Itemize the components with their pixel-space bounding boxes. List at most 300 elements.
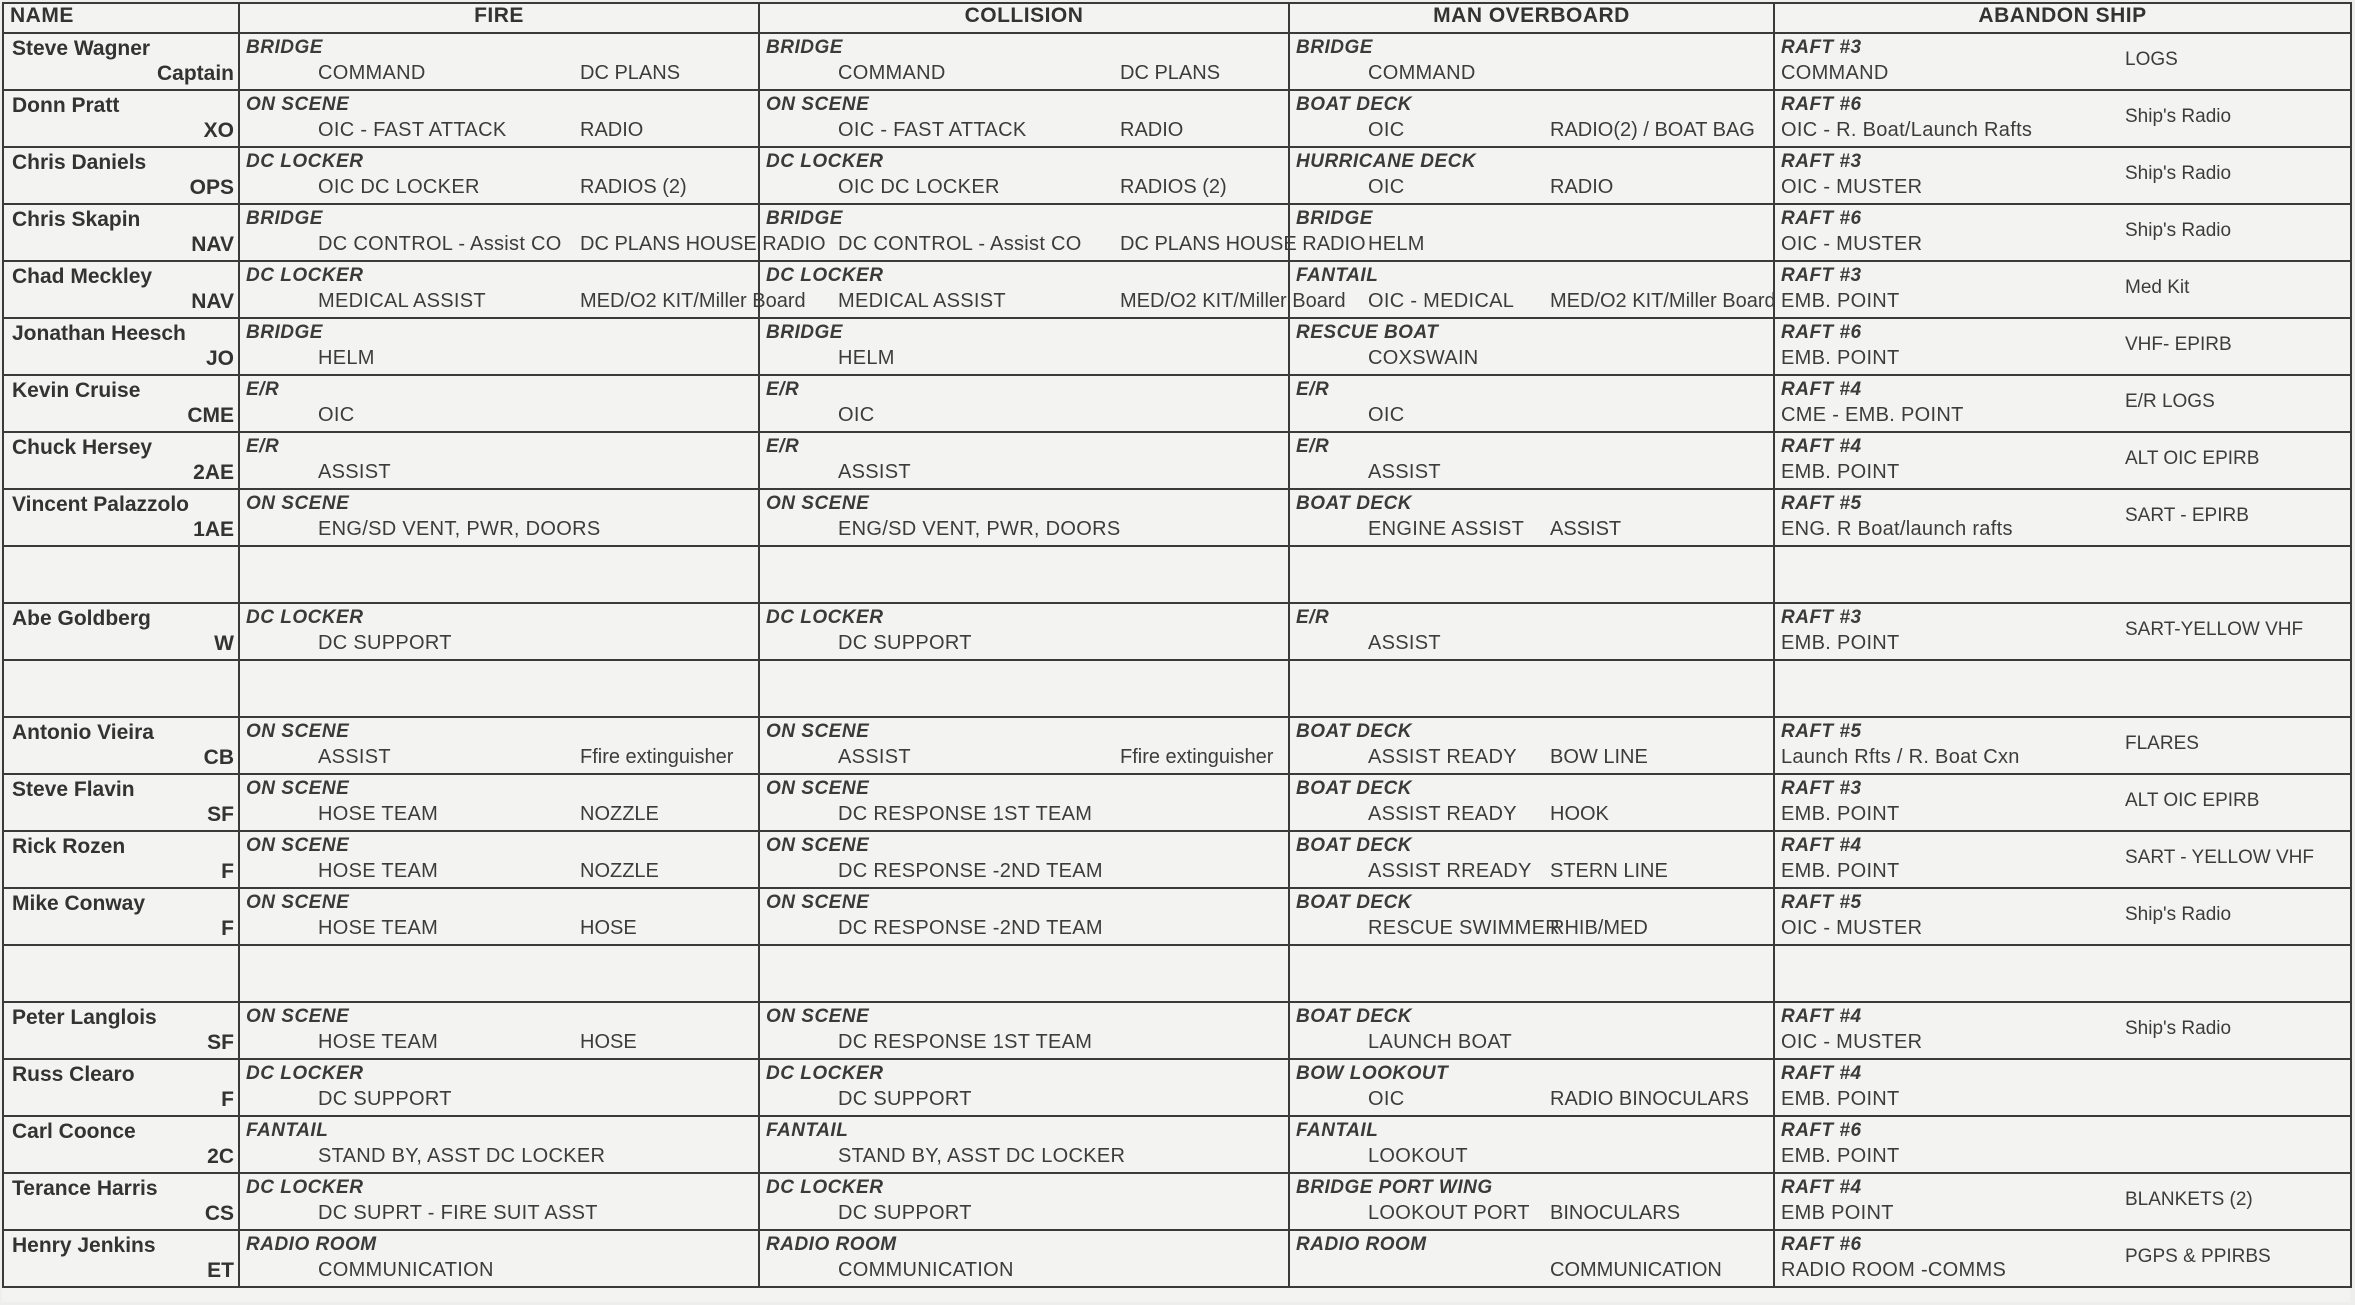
station-location: RAFT #3 (1781, 778, 1862, 799)
station-location: ON SCENE (246, 94, 350, 115)
station-location: ON SCENE (246, 778, 350, 799)
station-location: RAFT #4 (1781, 436, 1862, 457)
station-equipment: RADIO BINOCULARS (1550, 1088, 1749, 1110)
station-location: FANTAIL (1296, 265, 1379, 286)
station-duty: ASSIST (838, 746, 911, 768)
station-duty: ASSIST (1368, 461, 1441, 483)
blank-row (3, 660, 2351, 717)
person-rank: ET (207, 1259, 234, 1282)
table-row (3, 147, 2351, 204)
station-duty: ASSIST READY (1368, 746, 1517, 768)
station-location: RADIO ROOM (246, 1234, 377, 1255)
fire-cell (239, 660, 759, 717)
station-equipment: DC PLANS HOUSE RADIO (1120, 233, 1366, 255)
person-rank: SF (207, 1031, 234, 1054)
station-duty: HOSE TEAM (318, 803, 439, 825)
name-cell (3, 774, 239, 831)
person-rank: JO (205, 347, 234, 370)
collision-cell (759, 318, 1289, 375)
collision-cell (759, 90, 1289, 147)
station-equipment: Ship's Radio (2125, 163, 2232, 184)
man-overboard-cell (1289, 204, 1774, 261)
station-duty: OIC (1368, 176, 1405, 198)
name-cell (3, 261, 239, 318)
blank-row (3, 546, 2351, 603)
fire-cell (239, 90, 759, 147)
station-location: RAFT #4 (1781, 1063, 1862, 1084)
station-location: ON SCENE (766, 721, 870, 742)
station-equipment: ASSIST (1550, 518, 1622, 540)
station-location: RAFT #4 (1781, 1006, 1862, 1027)
station-duty: ASSIST READY (1368, 803, 1517, 825)
man-overboard-cell (1289, 1002, 1774, 1059)
person-rank: OPS (189, 176, 234, 199)
table-row (3, 717, 2351, 774)
abandon-ship-cell (1774, 489, 2351, 546)
man-overboard-cell (1289, 432, 1774, 489)
station-duty: DC RESPONSE 1ST TEAM (838, 1031, 1093, 1053)
station-duty: STAND BY, ASST DC LOCKER (838, 1145, 1126, 1167)
table-row (3, 261, 2351, 318)
person-name: Donn Pratt (12, 94, 120, 117)
station-location: BRIDGE (766, 322, 843, 343)
person-name: Rick Rozen (12, 835, 126, 858)
man-overboard-cell (1289, 831, 1774, 888)
table-row (3, 432, 2351, 489)
man-overboard-cell (1289, 1116, 1774, 1173)
fire-cell (239, 717, 759, 774)
name-cell (3, 717, 239, 774)
station-duty: OIC (1368, 1088, 1405, 1110)
station-duty: COMMAND (838, 62, 946, 84)
header-row (3, 3, 2351, 33)
station-equipment: PGPS & PPIRBS (2125, 1246, 2271, 1267)
station-location: ON SCENE (246, 892, 350, 913)
collision-cell (759, 774, 1289, 831)
station-duty: HOSE TEAM (318, 917, 439, 939)
name-cell (3, 945, 239, 1002)
station-equipment: BINOCULARS (1550, 1202, 1681, 1224)
person-rank: CME (187, 404, 234, 427)
station-equipment: Ffire extinguisher (1120, 746, 1274, 768)
table-row (3, 90, 2351, 147)
person-name: Terance Harris (12, 1177, 158, 1200)
person-rank: F (221, 860, 234, 883)
station-duty: DC SUPPORT (318, 632, 452, 654)
station-location: BOAT DECK (1296, 778, 1413, 799)
station-equipment: MED/O2 KIT/Miller Board (1550, 290, 1776, 312)
person-rank: SF (207, 803, 234, 826)
name-cell (3, 1173, 239, 1230)
fire-cell (239, 204, 826, 261)
station-location: RAFT #6 (1781, 1120, 1862, 1141)
table-row (3, 1002, 2351, 1059)
station-duty: OIC (318, 404, 355, 426)
station-equipment: HOSE (580, 917, 637, 939)
station-location: BOAT DECK (1296, 493, 1413, 514)
station-equipment: STERN LINE (1550, 860, 1668, 882)
station-location: ON SCENE (766, 892, 870, 913)
header-collision: COLLISION (759, 3, 1289, 33)
station-equipment: LOGS (2125, 49, 2178, 70)
person-rank: Captain (156, 62, 234, 85)
station-equipment: SART-YELLOW VHF (2125, 619, 2304, 640)
station-equipment: DC PLANS (580, 62, 681, 84)
abandon-ship-cell (1774, 717, 2351, 774)
station-duty: HOSE TEAM (318, 1031, 439, 1053)
station-location: HURRICANE DECK (1296, 151, 1477, 172)
fire-cell (239, 1002, 759, 1059)
station-equipment: NOZZLE (580, 860, 659, 882)
collision-cell (759, 1173, 1289, 1230)
station-location: DC LOCKER (246, 607, 364, 628)
station-equipment: VHF- EPIRB (2125, 334, 2232, 355)
station-location: DC LOCKER (766, 1177, 884, 1198)
abandon-ship-cell (1774, 945, 2351, 1002)
station-duty: EMB. POINT (1781, 347, 1900, 369)
collision-cell (759, 204, 1366, 261)
name-cell (3, 375, 239, 432)
abandon-ship-cell (1774, 660, 2351, 717)
fire-cell (239, 33, 759, 90)
station-duty: LOOKOUT PORT (1368, 1202, 1530, 1224)
person-name: Chris Daniels (12, 151, 147, 174)
station-duty: MEDICAL ASSIST (838, 290, 1006, 312)
person-name: Carl Coonce (12, 1120, 136, 1143)
station-duty: OIC DC LOCKER (838, 176, 1000, 198)
name-cell (3, 33, 239, 90)
collision-cell (759, 33, 1289, 90)
station-duty: ENGINE ASSIST (1368, 518, 1525, 540)
station-duty: HELM (838, 347, 895, 369)
man-overboard-cell (1289, 603, 1774, 660)
station-location: RAFT #3 (1781, 265, 1862, 286)
station-location: FANTAIL (246, 1120, 329, 1141)
person-name: Vincent Palazzolo (12, 493, 189, 516)
station-location: BOAT DECK (1296, 892, 1413, 913)
station-location: RAFT #6 (1781, 1234, 1862, 1255)
station-location: BRIDGE (766, 37, 843, 58)
collision-cell (759, 660, 1289, 717)
station-duty: EMB. POINT (1781, 461, 1900, 483)
station-location: BOAT DECK (1296, 1006, 1413, 1027)
station-equipment: MED/O2 KIT/Miller Board (580, 290, 806, 312)
collision-cell (759, 147, 1289, 204)
header-abandon-ship: ABANDON SHIP (1774, 3, 2351, 33)
header-name: NAME (3, 3, 239, 33)
man-overboard-cell (1289, 318, 1774, 375)
station-duty: ASSIST RREADY (1368, 860, 1532, 882)
name-cell (3, 204, 239, 261)
station-location: ON SCENE (766, 1006, 870, 1027)
person-rank: 2AE (193, 461, 234, 484)
station-duty: DC RESPONSE -2ND TEAM (838, 860, 1103, 882)
station-location: ON SCENE (246, 835, 350, 856)
person-rank: F (221, 1088, 234, 1111)
abandon-ship-cell (1774, 1230, 2351, 1287)
header-fire: FIRE (239, 3, 759, 33)
station-duty: DC SUPPORT (838, 1088, 972, 1110)
station-duty: EMB POINT (1781, 1202, 1894, 1224)
station-location: ON SCENE (766, 493, 870, 514)
fire-cell (239, 147, 759, 204)
station-location: RAFT #6 (1781, 94, 1862, 115)
fire-cell (239, 1230, 759, 1287)
person-name: Steve Wagner (12, 37, 151, 60)
abandon-ship-cell (1774, 432, 2351, 489)
man-overboard-cell (1289, 33, 1774, 90)
station-duty: EMB. POINT (1781, 632, 1900, 654)
abandon-ship-cell (1774, 1002, 2351, 1059)
station-equipment: DC PLANS (1120, 62, 1221, 84)
station-duty: RADIO ROOM -COMMS (1781, 1259, 2007, 1281)
collision-cell (759, 432, 1289, 489)
table-row (3, 831, 2351, 888)
abandon-ship-cell (1774, 546, 2351, 603)
person-name: Abe Goldberg (12, 607, 151, 630)
fire-cell (239, 546, 759, 603)
person-name: Russ Clearo (12, 1063, 135, 1086)
station-equipment: SART - YELLOW VHF (2125, 847, 2314, 868)
name-cell (3, 603, 239, 660)
table-row (3, 1230, 2351, 1287)
name-cell (3, 90, 239, 147)
station-duty: OIC - MUSTER (1781, 176, 1923, 198)
abandon-ship-cell (1774, 1059, 2351, 1116)
station-location: FANTAIL (766, 1120, 849, 1141)
person-name: Chris Skapin (12, 208, 141, 231)
station-duty: LOOKOUT (1368, 1145, 1468, 1167)
name-cell (3, 831, 239, 888)
station-duty: MEDICAL ASSIST (318, 290, 486, 312)
collision-cell (759, 1116, 1289, 1173)
man-overboard-cell (1289, 1173, 1774, 1230)
collision-cell (759, 1230, 1289, 1287)
station-location: DC LOCKER (246, 151, 364, 172)
fire-cell (239, 432, 759, 489)
station-location: ON SCENE (766, 94, 870, 115)
station-duty: ASSIST (318, 461, 391, 483)
station-bill-table (2, 2, 2352, 1288)
abandon-ship-cell (1774, 888, 2351, 945)
station-duty: COXSWAIN (1368, 347, 1479, 369)
station-location: BOAT DECK (1296, 721, 1413, 742)
person-rank: W (214, 632, 234, 655)
man-overboard-cell (1289, 888, 1774, 945)
person-name: Kevin Cruise (12, 379, 141, 402)
station-location: RAFT #3 (1781, 151, 1862, 172)
table-row (3, 603, 2351, 660)
man-overboard-cell (1289, 375, 1774, 432)
abandon-ship-cell (1774, 204, 2351, 261)
collision-cell (759, 831, 1289, 888)
station-duty: LAUNCH BOAT (1368, 1031, 1513, 1053)
station-duty: OIC - MUSTER (1781, 917, 1923, 939)
collision-cell (759, 1002, 1289, 1059)
abandon-ship-cell (1774, 375, 2351, 432)
station-equipment: ALT OIC EPIRB (2125, 790, 2260, 811)
man-overboard-cell (1289, 717, 1774, 774)
station-equipment: Ship's Radio (2125, 220, 2232, 241)
person-name: Chuck Hersey (12, 436, 153, 459)
blank-row (3, 945, 2351, 1002)
name-cell (3, 546, 239, 603)
station-duty: ASSIST (838, 461, 911, 483)
table-row (3, 1173, 2351, 1230)
collision-cell (759, 945, 1289, 1002)
station-equipment: RADIO(2) / BOAT BAG (1550, 119, 1755, 141)
fire-cell (239, 1173, 759, 1230)
station-location: E/R (766, 436, 800, 457)
person-name: Steve Flavin (12, 778, 135, 801)
abandon-ship-cell (1774, 831, 2351, 888)
station-location: RAFT #4 (1781, 379, 1862, 400)
station-duty: ENG/SD VENT, PWR, DOORS (318, 518, 601, 540)
person-rank: NAV (191, 290, 234, 313)
station-duty: OIC (1368, 404, 1405, 426)
man-overboard-cell (1289, 147, 1774, 204)
station-equipment: RADIO (1550, 176, 1614, 198)
station-duty: OIC DC LOCKER (318, 176, 480, 198)
person-name: Antonio Vieira (12, 721, 154, 744)
station-equipment: RADIO (1120, 119, 1184, 141)
station-location: BRIDGE PORT WING (1296, 1177, 1493, 1198)
station-location: BRIDGE (246, 208, 323, 229)
abandon-ship-cell (1774, 90, 2351, 147)
table-row (3, 33, 2351, 90)
station-duty: STAND BY, ASST DC LOCKER (318, 1145, 606, 1167)
station-duty: HELM (1368, 233, 1425, 255)
fire-cell (239, 375, 759, 432)
table-row (3, 375, 2351, 432)
station-equipment: NOZZLE (580, 803, 659, 825)
station-location: RAFT #5 (1781, 721, 1862, 742)
abandon-ship-cell (1774, 318, 2351, 375)
collision-cell (759, 489, 1289, 546)
abandon-ship-cell (1774, 261, 2351, 318)
table-row (3, 204, 2351, 261)
station-location: DC LOCKER (766, 607, 884, 628)
station-location: RAFT #3 (1781, 37, 1862, 58)
station-duty: DC CONTROL - Assist CO (318, 233, 562, 255)
station-duty: OIC (1368, 119, 1405, 141)
station-location: BRIDGE (1296, 37, 1373, 58)
station-location: RESCUE BOAT (1296, 322, 1439, 343)
name-cell (3, 1230, 239, 1287)
station-location: RAFT #4 (1781, 1177, 1862, 1198)
person-name: Jonathan Heesch (12, 322, 186, 345)
abandon-ship-cell (1774, 603, 2351, 660)
collision-cell (759, 375, 1289, 432)
station-location: E/R (246, 379, 280, 400)
man-overboard-cell (1289, 1059, 1774, 1116)
fire-cell (239, 1059, 759, 1116)
station-equipment: BOW LINE (1550, 746, 1648, 768)
person-name: Peter Langlois (12, 1006, 157, 1029)
station-location: RAFT #6 (1781, 208, 1862, 229)
station-location: DC LOCKER (246, 1177, 364, 1198)
station-equipment: RADIOS (2) (580, 176, 687, 198)
station-duty: OIC - MUSTER (1781, 1031, 1923, 1053)
person-rank: 2C (207, 1145, 234, 1168)
station-duty: COMMUNICATION (838, 1259, 1014, 1281)
man-overboard-cell (1289, 1230, 1774, 1287)
collision-cell (759, 1059, 1289, 1116)
name-cell (3, 1002, 239, 1059)
station-location: BRIDGE (766, 208, 843, 229)
name-cell (3, 318, 239, 375)
fire-cell (239, 945, 759, 1002)
station-location: DC LOCKER (246, 265, 364, 286)
station-duty: HELM (318, 347, 375, 369)
collision-cell (759, 888, 1289, 945)
station-location: RAFT #4 (1781, 835, 1862, 856)
table-row (3, 1059, 2351, 1116)
header-man-overboard: MAN OVERBOARD (1289, 3, 1774, 33)
table-row (3, 774, 2351, 831)
station-equipment: Ship's Radio (2125, 106, 2232, 127)
station-duty: OIC - MEDICAL (1368, 290, 1515, 312)
person-name: Mike Conway (12, 892, 146, 915)
station-location: BOAT DECK (1296, 835, 1413, 856)
station-duty: OIC - R. Boat/Launch Rafts (1781, 119, 2033, 141)
fire-cell (239, 261, 806, 318)
station-equipment: COMMUNICATION (1550, 1259, 1722, 1281)
man-overboard-cell (1289, 90, 1774, 147)
station-duty: HOSE TEAM (318, 860, 439, 882)
station-location: DC LOCKER (766, 151, 884, 172)
table-row (3, 1116, 2351, 1173)
man-overboard-cell (1289, 261, 1774, 318)
station-location: E/R (1296, 436, 1330, 457)
station-location: E/R (766, 379, 800, 400)
fire-cell (239, 318, 759, 375)
station-duty: DC CONTROL - Assist CO (838, 233, 1082, 255)
fire-cell (239, 489, 759, 546)
station-duty: OIC - MUSTER (1781, 233, 1923, 255)
station-duty: OIC (838, 404, 875, 426)
station-location: E/R (1296, 379, 1330, 400)
station-duty: DC RESPONSE -2ND TEAM (838, 917, 1103, 939)
station-equipment: ALT OIC EPIRB (2125, 448, 2260, 469)
person-name: Chad Meckley (12, 265, 153, 288)
station-location: ON SCENE (246, 1006, 350, 1027)
station-location: RADIO ROOM (766, 1234, 897, 1255)
name-cell (3, 1116, 239, 1173)
station-duty: EMB. POINT (1781, 1088, 1900, 1110)
station-duty: DC SUPRT - FIRE SUIT ASST (318, 1202, 598, 1224)
abandon-ship-cell (1774, 147, 2351, 204)
station-location: ON SCENE (246, 493, 350, 514)
man-overboard-cell (1289, 489, 1774, 546)
station-duty: EMB. POINT (1781, 803, 1900, 825)
man-overboard-cell (1289, 774, 1774, 831)
abandon-ship-cell (1774, 1173, 2351, 1230)
collision-cell (759, 603, 1289, 660)
station-duty: COMMAND (1781, 62, 1889, 84)
station-location: RAFT #5 (1781, 892, 1862, 913)
station-duty: Launch Rfts / R. Boat Cxn (1781, 746, 2020, 768)
abandon-ship-cell (1774, 33, 2351, 90)
person-rank: CS (204, 1202, 234, 1225)
station-location: BRIDGE (246, 322, 323, 343)
station-equipment: BLANKETS (2) (2125, 1189, 2253, 1210)
station-location: DC LOCKER (766, 265, 884, 286)
collision-cell (759, 717, 1289, 774)
man-overboard-cell (1289, 546, 1774, 603)
station-duty: ASSIST (318, 746, 391, 768)
fire-cell (239, 603, 759, 660)
